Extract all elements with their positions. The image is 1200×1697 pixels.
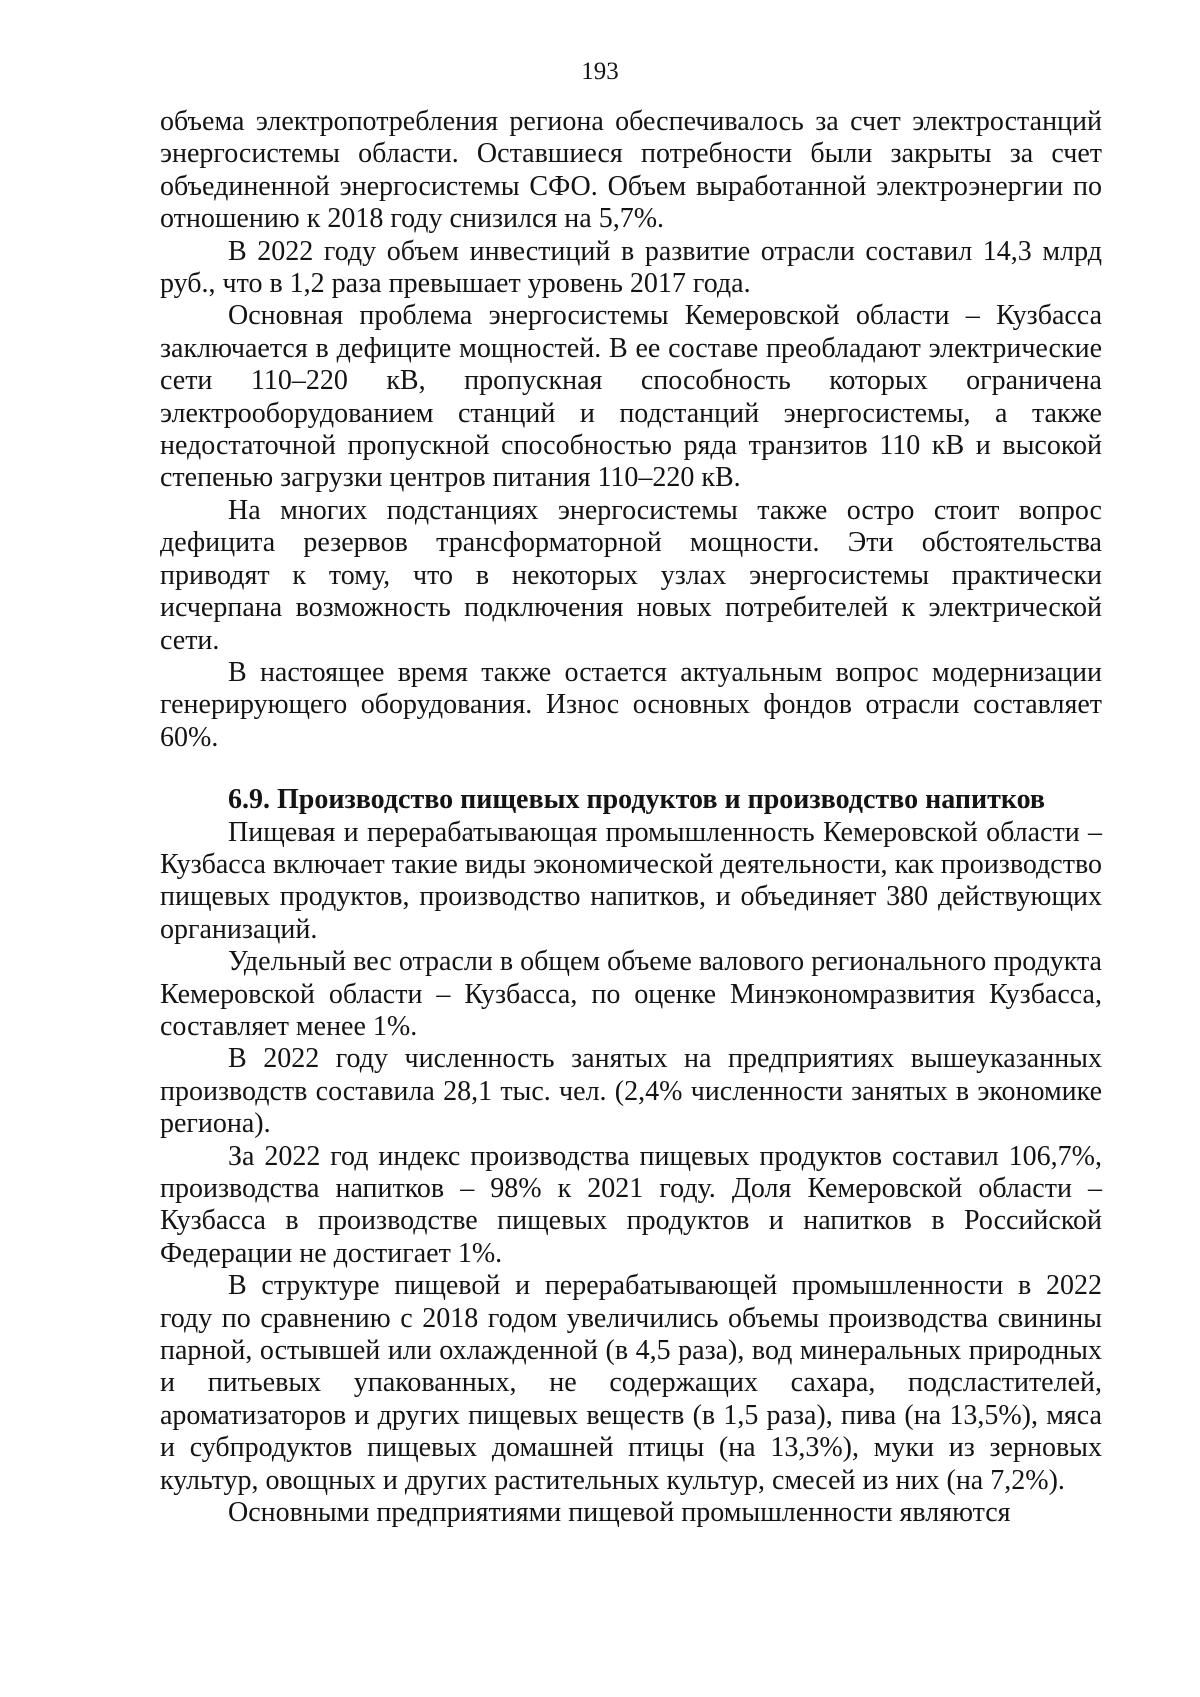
paragraph-production-index: За 2022 год индекс производства пищевых продуктов составил 106,7%, производства напитков – 98% к 2021 году. Доля Кемеровской области – Кузбасса в производстве пищевых продуктов и напитков в Российской Федерации не достигает 1%. (160, 1140, 1102, 1269)
document-body (160, 106, 1102, 1529)
paragraph-investments: В 2022 году объем инвестиций в развитие отрасли составил 14,3 млрд руб., что в 1,2 раза превышает уровень 2017 года. (160, 235, 1102, 300)
paragraph-substations: На многих подстанциях энергосистемы также остро стоит вопрос дефицита резервов трансформаторной мощности. Эти обстоятельства приводят к тому, что в некоторых узлах энергосистемы практически исчерпана возможность подключения новых потребителей к электрической сети. (160, 494, 1102, 656)
paragraph-share-grp: Удельный вес отрасли в общем объеме валового регионального продукта Кемеровской области – Кузбасса, по оценке Минэкономразвития Кузбасса, составляет менее 1%. (160, 946, 1102, 1042)
paragraph-main-enterprises: Основными предприятиями пищевой промышленности являются (228, 1497, 1011, 1529)
paragraph-employment: В 2022 году численность занятых на предприятиях вышеуказанных производств составила 28,1 тыс. чел. (2,4% численности занятых в экономике региона). (160, 1043, 1102, 1140)
section-heading: 6.9. Производство пищевых продуктов и производство напитков (228, 784, 1046, 816)
paragraph-continued: объема электропотребления региона обеспечивалось за счет электростанций энергосистемы области. Оставшиеся потребности были закрыты за счет объединенной энергосистемы СФО. Объем выработанной электроэнергии по отношению к 2018 году снизился на 5,7%. (160, 106, 1102, 235)
paragraph-modernization: В настоящее время также остается актуальным вопрос модернизации генерирующего оборудования. Износ основных фондов отрасли составляет 60%. (160, 656, 1102, 753)
page-number: 193 (581, 58, 619, 85)
paragraph-food-industry: Пищевая и перерабатывающая промышленность Кемеровской области – Кузбасса включает такие виды экономической деятельности, как производство пищевых продуктов, производство напитков, и объединяет 380 действующих организаций. (160, 816, 1102, 945)
paragraph-structure: В структуре пищевой и перерабатывающей промышленности в 2022 году по сравнению с 2018 годом увеличились объемы производства свинины парной, остывшей или охлажденной (в 4,5 раза), вод минеральных природных и питьевых упакованных, не содержащих сахара, подсластителей, ароматизаторов и других пищевых веществ (в 1,5 раза), пива (на 13,5%), мяса и субпродуктов пищевых домашней птицы (на 13,3%), муки из зерновых культур, овощных и других растительных культур, смесей из них (на 7,2%). (160, 1270, 1102, 1496)
paragraph-energy-problem: Основная проблема энергосистемы Кемеровской области – Кузбасса заключается в дефиците мощностей. В ее составе преобладают электрические сети 110–220 кВ, пропускная способность которых ограничена электрооборудованием станций и подстанций энергосистемы, а также недостаточной пропускной способностью ряда транзитов 110 кВ и высокой степенью загрузки центров питания 110–220 кВ. (160, 300, 1102, 494)
